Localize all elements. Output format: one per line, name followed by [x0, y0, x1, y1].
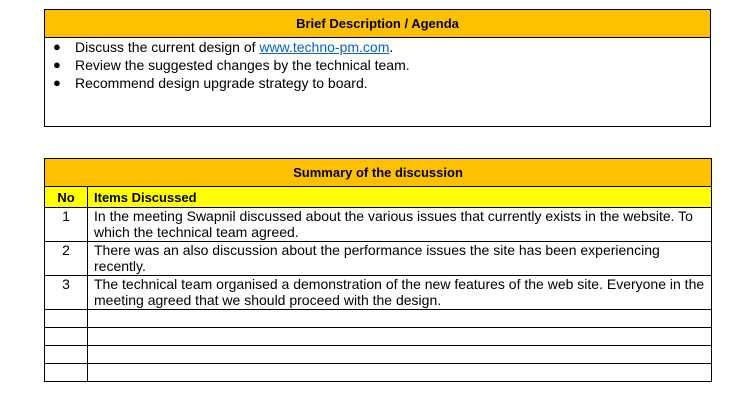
empty-cell [88, 310, 712, 328]
bullet-icon: ● [53, 75, 61, 90]
bullet-icon: ● [53, 57, 61, 72]
table-row [45, 242, 712, 276]
table-row [45, 208, 712, 242]
agenda-item-text: Discuss the current design of [75, 39, 260, 55]
column-header-items: Items Discussed [88, 187, 712, 208]
summary-table [44, 158, 712, 382]
empty-cell [45, 346, 88, 364]
agenda-item [53, 38, 710, 56]
empty-row [45, 346, 712, 364]
row-number: 3 [45, 276, 88, 310]
empty-cell [45, 364, 88, 382]
empty-row [45, 328, 712, 346]
agenda-item-text: Review the suggested changes by the technical team. [75, 57, 410, 73]
summary-title: Summary of the discussion [45, 159, 712, 187]
website-link[interactable]: www.techno-pm.com [259, 39, 390, 55]
agenda-list [45, 38, 710, 92]
column-header-no: No [45, 187, 88, 208]
agenda-item [53, 74, 710, 92]
row-number: 2 [45, 242, 88, 276]
agenda-table [44, 9, 711, 127]
empty-cell [88, 328, 712, 346]
empty-cell [45, 310, 88, 328]
bullet-icon: ● [53, 39, 61, 54]
empty-row [45, 310, 712, 328]
empty-row [45, 364, 712, 382]
empty-cell [88, 364, 712, 382]
table-row [45, 276, 712, 310]
row-item-text: The technical team organised a demonstration of the new features of the web site. Everyone in the meeting agreed that we should proceed with the design. [88, 276, 712, 310]
agenda-item [53, 56, 710, 74]
row-item-text: In the meeting Swapnil discussed about the various issues that currently exists in the website. To which the technical team agreed. [88, 208, 712, 242]
row-number: 1 [45, 208, 88, 242]
row-item-text: There was an also discussion about the performance issues the site has been experiencing recently. [88, 242, 712, 276]
agenda-item-suffix: . [389, 39, 394, 55]
agenda-body [45, 38, 711, 127]
agenda-item-text: Recommend design upgrade strategy to board. [75, 75, 368, 91]
empty-cell [88, 346, 712, 364]
empty-cell [45, 328, 88, 346]
agenda-title: Brief Description / Agenda [45, 10, 711, 38]
